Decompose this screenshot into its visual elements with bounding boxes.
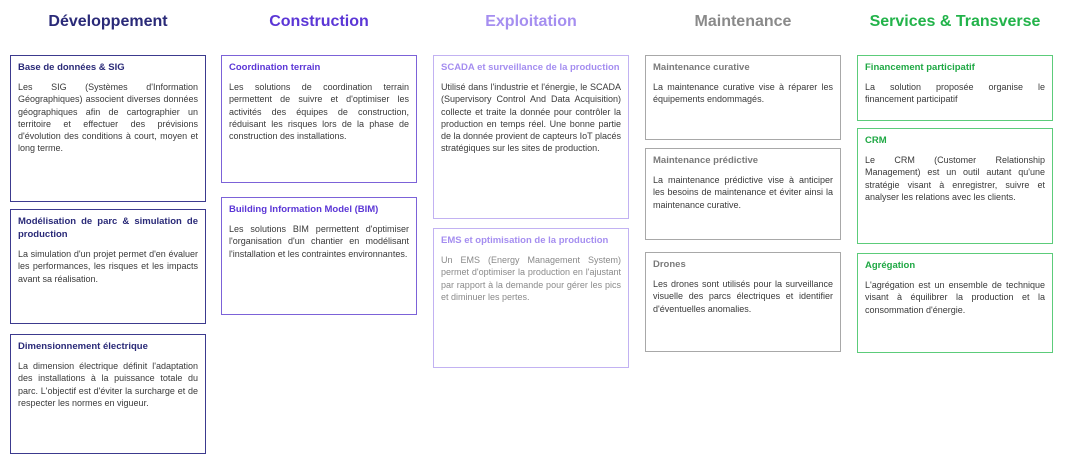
card-agregation — [857, 253, 1053, 353]
card-maintenance-predictive — [645, 148, 841, 240]
column-construction — [221, 0, 417, 259]
card-body: Les solutions BIM permettent d'optimiser l'organisation d'un chantier en modélisant l'installation et les contraintes environnantes. — [229, 224, 409, 259]
card-title: Maintenance curative — [653, 62, 750, 73]
card-title: Dimensionnement électrique — [18, 341, 148, 352]
card-modelisation-de-parc — [10, 209, 206, 324]
card-body: La dimension électrique définit l'adaptation des installations à la puissance totale du parc. L'objectif est d'éviter la surcharge et de respecter les normes en vigueur. — [18, 361, 198, 408]
card-body: La solution proposée organise le financement participatif — [865, 82, 1045, 105]
card-body: L'agrégation est un ensemble de technique visant à équilibrer la production et la consommation d'énergie. — [865, 280, 1045, 315]
card-body: La maintenance curative vise à réparer les équipements endommagés. — [653, 82, 833, 105]
card-body: La simulation d'un projet permet d'en évaluer les performances, les risques et les impacts avant sa réalisation. — [18, 249, 198, 284]
card-title: Modélisation de parc & simulation de production — [18, 216, 198, 240]
card-body: Les drones sont utilisés pour la surveillance visuelle des parcs électriques et identifier d'éventuelles anomalies. — [653, 279, 833, 314]
card-title: SCADA et surveillance de la production — [441, 62, 620, 73]
card-crm — [857, 128, 1053, 244]
card-ems — [433, 228, 629, 368]
column-exploitation — [433, 0, 629, 302]
card-base-de-donnees-sig — [10, 55, 206, 202]
column-title: Services & Transverse — [869, 13, 1041, 30]
card-body: Le CRM (Customer Relationship Management) est un outil autant qu'une stratégie visant à enregistrer, suivre et analyser les relations avec les clients. — [865, 155, 1045, 202]
card-body: La maintenance prédictive vise à anticiper les besoins de maintenance et éviter ainsi la maintenance curative. — [653, 175, 833, 210]
card-dimensionnement-electrique — [10, 334, 206, 454]
card-title: Maintenance prédictive — [653, 155, 759, 166]
card-body: Utilisé dans l'industrie et l'énergie, le SCADA (Supervisory Control And Data Acquisition) collecte et traite la donnée pour contrôler la production en temps réel. Une bonne partie de la donnée provient de capteurs IoT placés stratégiques sur les sites de production. — [441, 82, 621, 154]
column-title: Exploitation — [485, 13, 577, 30]
card-title: Building Information Model (BIM) — [229, 204, 379, 215]
card-body: Les solutions de coordination terrain permettent de suivre et d'optimiser les activités des équipes de construction, réduisant les risques lors de la phase de construction des installations. — [229, 82, 409, 142]
card-financement-participatif — [857, 55, 1053, 121]
column-maintenance — [645, 0, 841, 314]
card-coordination-terrain — [221, 55, 417, 183]
card-title: Base de données & SIG — [18, 62, 125, 73]
card-title: Coordination terrain — [229, 62, 321, 73]
card-title: Agrégation — [865, 260, 916, 271]
card-title: Financement participatif — [865, 62, 975, 73]
card-drones — [645, 252, 841, 352]
card-bim — [221, 197, 417, 315]
card-title: CRM — [865, 135, 887, 146]
column-title: Construction — [269, 13, 369, 30]
column-title: Développement — [48, 13, 168, 30]
card-title: Drones — [653, 259, 686, 270]
card-scada — [433, 55, 629, 219]
card-title: EMS et optimisation de la production — [441, 235, 609, 246]
card-body: Un EMS (Energy Management System) permet d'optimiser la production en l'ajustant par rapport à la demande pour gérer les pics et diminuer les pertes. — [441, 255, 621, 302]
card-maintenance-curative — [645, 55, 841, 140]
card-body: Les SIG (Systèmes d'Information Géographiques) associent diverses données géographiques afin de cartographier un territoire et effectuer des prévisions d'évolution des conditions à court, moyen et long terme. — [18, 82, 198, 154]
column-services-transverse — [857, 0, 1053, 315]
column-developpement — [10, 0, 206, 408]
column-title: Maintenance — [694, 13, 792, 30]
